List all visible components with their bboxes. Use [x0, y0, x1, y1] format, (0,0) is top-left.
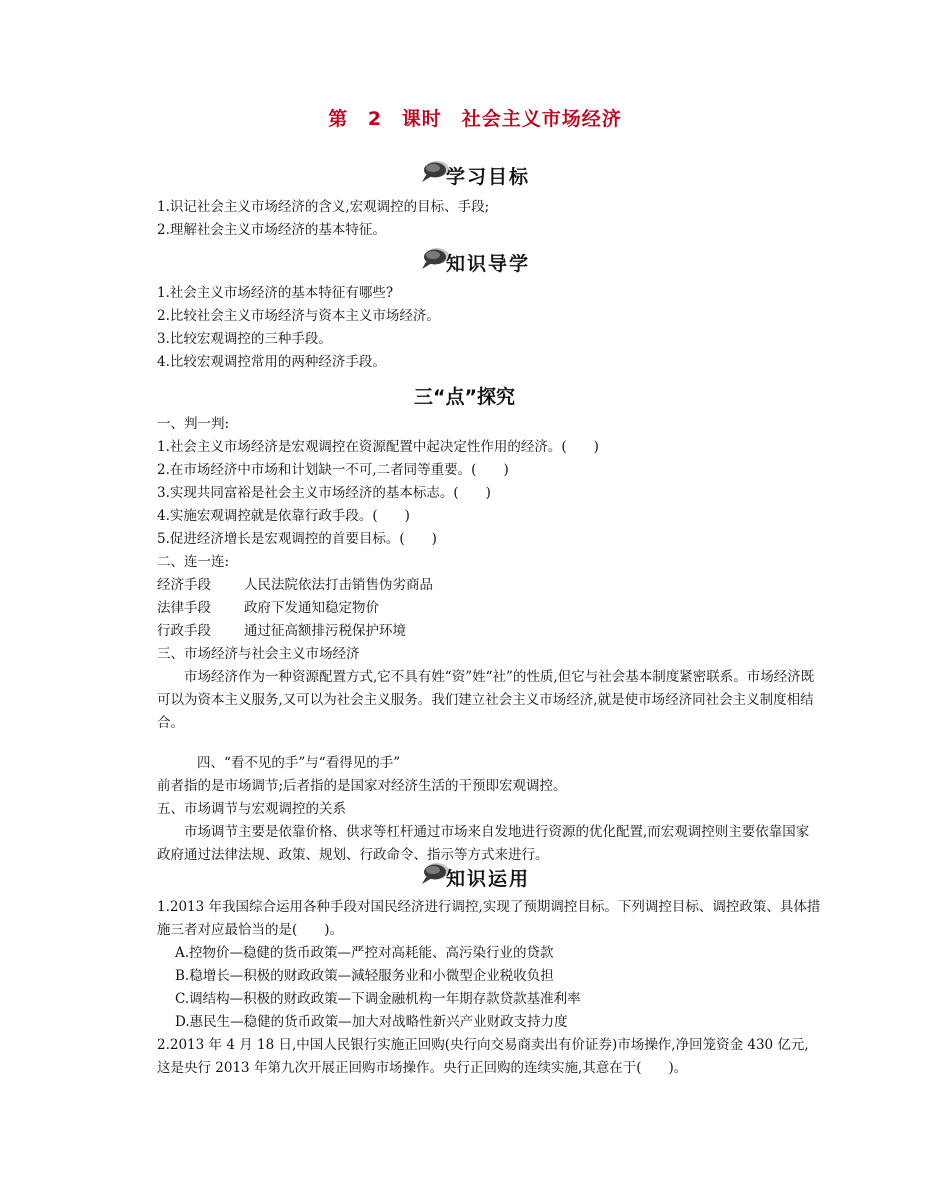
paragraph: 市场经济作为一种资源配置方式,它不具有姓“资”姓“社”的性质,但它与社会基本制度紧密联系。市场经济既可以为资本主义服务,又可以为社会主义服务。我们建立社会主义市场经济,就是使市场经济同社会主义制度相结合。 [157, 669, 815, 731]
list-item: 3.比较宏观调控的三种手段。 [157, 331, 332, 347]
match-right: 政府下发通知稳定物价 [244, 600, 379, 616]
list-item: 2.在市场经济中市场和计划缺一不可,二者同等重要。( ) [157, 462, 509, 478]
list-item: 3.实现共同富裕是社会主义市场经济的基本标志。( ) [157, 485, 491, 501]
question-stem: 1.2013 年我国综合运用各种手段对国民经济进行调控,实现了预期调控目标。下列调控目标、调控政策、具体措施三者对应最恰当的是( )。 [157, 899, 821, 938]
match-left: 经济手段 [157, 577, 211, 593]
match-left: 行政手段 [157, 623, 211, 639]
option-d: D.惠民生—稳健的货币政策—加大对战略性新兴产业财政支持力度 [175, 1014, 568, 1030]
list-item: 1.识记社会主义市场经济的含义,宏观调控的目标、手段; [157, 199, 490, 215]
guide-list [157, 282, 440, 374]
part-title: 一、判一判: [157, 416, 230, 432]
match-right: 通过征高额排污税保护环境 [244, 623, 406, 639]
part-title: 四、“看不见的手”与“看得见的手” [197, 755, 401, 771]
section-heading-goals: 学习目标 [446, 166, 531, 188]
section-heading-explore: 三“点”探究 [414, 386, 515, 408]
section-banner-explore [0, 376, 950, 416]
section-banner-apply [0, 858, 950, 898]
match-row [157, 620, 817, 643]
apply-content [157, 896, 822, 1080]
part-title: 五、市场调节与宏观调控的关系 [157, 801, 346, 817]
list-item: 4.实施宏观调控就是依靠行政手段。( ) [157, 508, 410, 524]
match-row [157, 574, 817, 597]
section-banner-goals [0, 156, 950, 196]
explore-content [157, 413, 817, 867]
question-stem: 2.2013 年 4 月 18 日,中国人民银行实施正回购(央行向交易商卖出有价证券)市场操作,净回笼资金 430 亿元,这是央行 2013 年第九次开展正回购市场操作。央行正回购的连续实施,其意在于( )。 [157, 1037, 809, 1076]
section-heading-guide: 知识导学 [446, 253, 531, 275]
section-banner-guide [0, 243, 950, 283]
option-b: B.稳增长—积极的财政政策—減轻服务业和小微型企业税收负担 [175, 968, 554, 984]
list-item: 1.社会主义市场经济的基本特征有哪些? [157, 285, 394, 301]
list-item: 5.促进经济增长是宏观调控的首要目标。( ) [157, 531, 437, 547]
match-right: 人民法院依法打击销售伪劣商品 [244, 577, 433, 593]
paragraph: 市场调节主要是依靠价格、供求等杠杆通过市场来自发地进行资源的优化配置,而宏观调控则主要依靠国家政府通过法律法规、政策、规划、行政命令、指示等方式来进行。 [157, 824, 810, 863]
goals-list [157, 196, 489, 242]
section-heading-apply: 知识运用 [446, 868, 531, 890]
paragraph: 前者指的是市场调节;后者指的是国家对经济生活的干预即宏观调控。 [157, 778, 567, 794]
option-c: C.调结构—积极的财政政策—下调金融机构一年期存款贷款基准利率 [175, 991, 581, 1007]
list-item: 4.比较宏观调控常用的两种经济手段。 [157, 354, 386, 370]
match-left: 法律手段 [157, 600, 211, 616]
page-title: 第 2 课时 社会主义市场经济 [328, 108, 622, 130]
list-item: 2.理解社会主义市场经济的基本特征。 [157, 222, 386, 238]
match-row [157, 597, 817, 620]
list-item: 2.比较社会主义市场经济与资本主义市场经济。 [157, 308, 440, 324]
part-title: 三、市场经济与社会主义市场经济 [157, 646, 360, 662]
list-item: 1.社会主义市场经济是宏观调控在资源配置中起决定性作用的经济。( ) [157, 439, 599, 455]
part-title: 二、连一连: [157, 554, 230, 570]
option-a: A.控物价—稳健的货币政策—严控对高耗能、高污染行业的贷款 [175, 945, 554, 961]
